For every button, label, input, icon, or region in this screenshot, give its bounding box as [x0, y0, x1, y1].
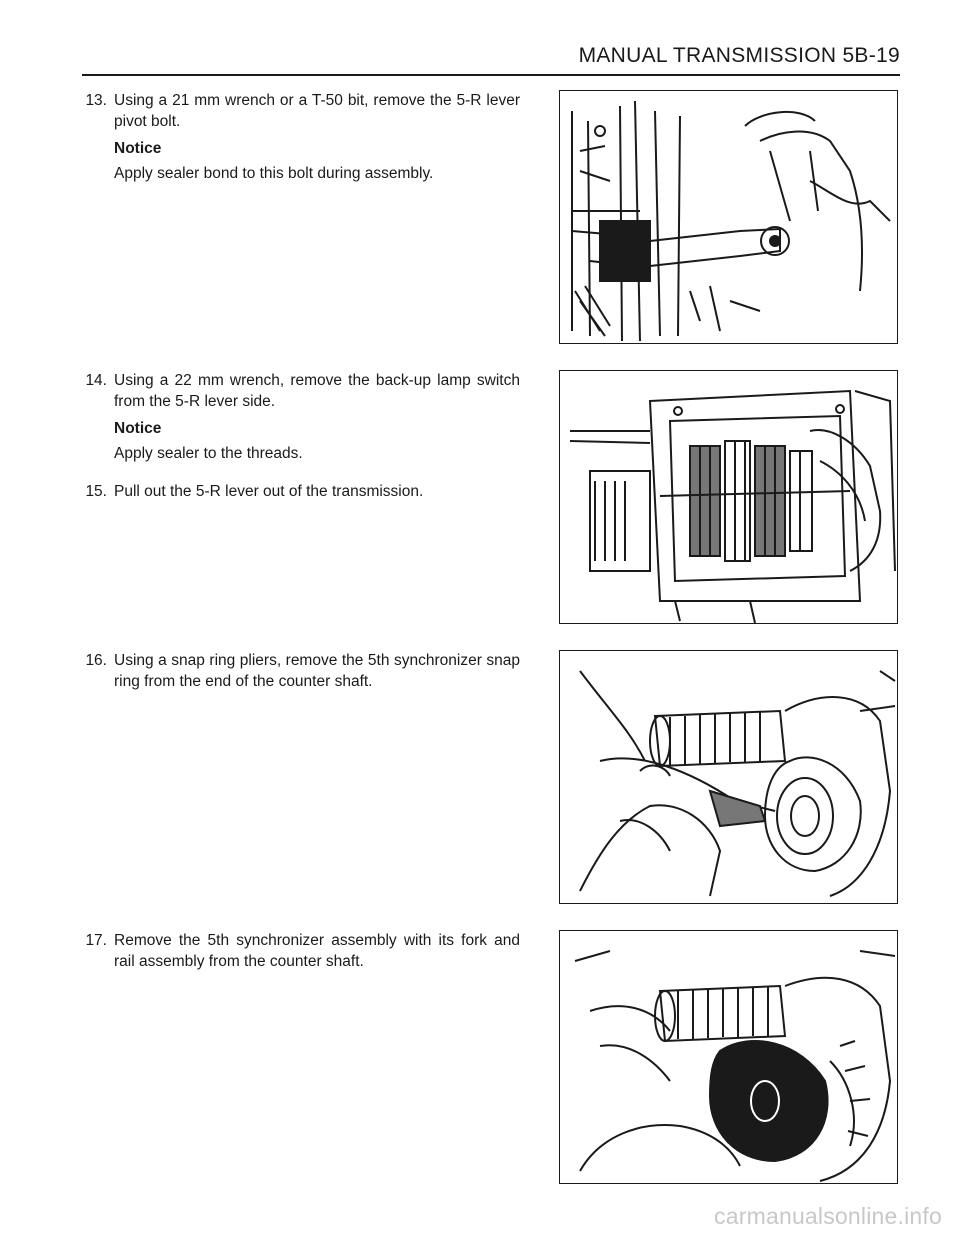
step-number: 15.	[85, 483, 107, 500]
step-text: Using a 22 mm wrench, remove the back-up lamp switch from the 5-R lever side.	[114, 372, 520, 410]
notice-label: Notice	[114, 420, 162, 437]
step-text: Using a snap ring pliers, remove the 5th synchronizer snap ring from the end of the counter shaft.	[114, 652, 520, 690]
pivot-bolt-illustration	[560, 91, 898, 344]
figure-synchronizer-removal	[559, 930, 898, 1184]
step-15	[65, 481, 520, 502]
step-number: 16.	[85, 652, 107, 669]
figure-pivot-bolt-removal	[559, 90, 898, 344]
notice-text: Apply sealer bond to this bolt during assembly.	[114, 165, 434, 182]
synchronizer-illustration	[560, 931, 898, 1184]
step-number: 17.	[85, 932, 107, 949]
step-text: Remove the 5th synchronizer assembly with its fork and rail assembly from the counter shaft.	[114, 932, 520, 970]
page-header: MANUAL TRANSMISSION 5B-19	[578, 44, 900, 67]
step-16	[65, 650, 520, 692]
step-text: Using a 21 mm wrench or a T-50 bit, remove the 5-R lever pivot bolt.	[114, 92, 520, 130]
figure-snap-ring-removal	[559, 650, 898, 904]
step-number: 14.	[85, 372, 107, 389]
step-number: 13.	[85, 92, 107, 109]
watermark: carmanualsonline.info	[714, 1203, 942, 1229]
header-rule	[82, 74, 900, 76]
step-14	[65, 370, 520, 464]
step-17	[65, 930, 520, 972]
figure-backup-lamp-switch	[559, 370, 898, 624]
notice-label: Notice	[114, 140, 162, 157]
notice-text: Apply sealer to the threads.	[114, 445, 303, 462]
snap-ring-illustration	[560, 651, 898, 904]
step-13	[65, 90, 520, 184]
step-text: Pull out the 5-R lever out of the transmission.	[114, 483, 424, 500]
backup-lamp-switch-illustration	[560, 371, 898, 624]
